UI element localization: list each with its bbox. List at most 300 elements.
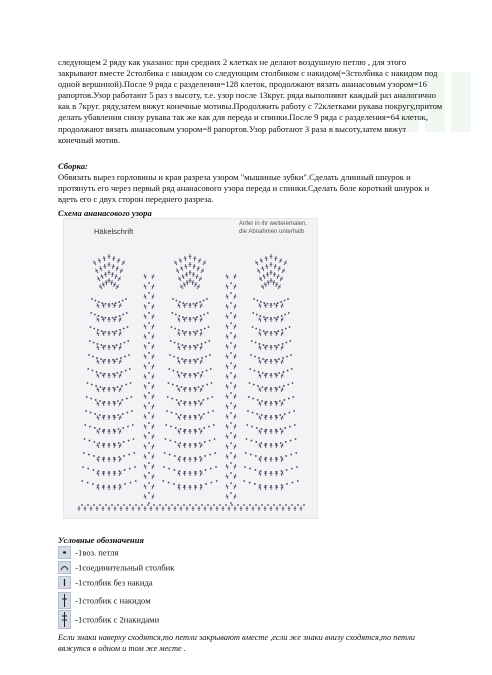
stitch-mark [226,396,229,397]
stitch-mark [226,496,229,497]
chain-dot [230,282,232,284]
chain-dot [177,357,179,359]
chain-dot [230,372,232,374]
chain-dot [153,504,155,506]
chain-dot [194,429,196,431]
chain-dot [89,426,91,428]
chain-dot [288,398,290,400]
chain-dot [172,298,174,300]
chain-dot [189,504,191,506]
chain-dot [251,440,253,442]
chain-dot [197,344,199,346]
chain-dot [124,356,126,358]
chain-dot [178,329,180,331]
stitch-mark [234,296,237,297]
chain-dot [94,427,96,429]
stitch-mark [194,389,197,390]
stitch-mark [144,286,147,287]
stitch-mark [103,258,106,259]
stitch-mark [185,274,188,275]
crochet-chart-drawing [64,219,317,518]
chain-dot [148,472,150,474]
chain-dot [124,483,126,485]
chain-dot [174,328,176,330]
chain-dot [98,442,100,444]
chain-dot [282,357,284,359]
chain-dot [185,387,187,389]
stitch-mark [113,403,116,404]
legend-item-slip-stitch [58,561,174,575]
stitch-mark [267,282,270,283]
chain-dot [290,354,292,356]
chain-dot [112,317,114,319]
stitch-mark [183,417,186,418]
chain-dot [117,400,119,402]
chain-dot [93,455,95,457]
chain-dot [246,424,248,426]
chain-dot [168,468,170,470]
chain-dot [122,413,124,415]
chain-dot [246,438,248,440]
stitch-mark [264,445,267,446]
stitch-mark [144,336,147,337]
stitch-mark [144,436,147,437]
chain-dot [135,504,137,506]
chain-dot [93,328,95,330]
chain-dot [123,455,125,457]
chain-dot [259,315,261,317]
chain-dot [129,468,131,470]
stitch-mark [264,375,267,376]
chain-dot [148,352,150,354]
chain-dot [185,359,187,361]
chain-dot [185,415,187,417]
chain-dot [256,413,258,415]
chain-dot [297,504,299,506]
chain-dot [175,427,177,429]
stitch-mark [226,486,229,487]
stitch-mark [113,284,116,285]
chain-dot [289,426,291,428]
stitch-mark [144,416,147,417]
stitch-mark [264,361,267,362]
chain-dot [203,314,205,316]
chain-dot [230,452,232,454]
stitch-mark [152,416,155,417]
stitch-mark [278,268,281,269]
chain-dot [243,504,245,506]
chain-dot [174,455,176,457]
stitch-mark [183,375,186,376]
chain-dot [127,326,129,328]
chain-dot [181,372,183,374]
stitch-mark [183,319,186,320]
chain-dot [210,468,212,470]
chain-dot [289,326,291,328]
chain-dot [171,398,173,400]
chain-dot [119,329,121,331]
chain-dot [121,385,123,387]
chain-dot [166,410,168,412]
chain-dot [284,300,286,302]
chain-dot [127,340,129,342]
stitch-mark [234,326,237,327]
stitch-mark [102,347,105,348]
stitch-mark [102,403,105,404]
chain-dot [198,400,200,402]
chain-dot [83,452,85,454]
chain-dot [295,438,297,440]
stitch-mark [226,466,229,467]
chain-dot [185,373,187,375]
chain-dot [179,301,181,303]
chain-dot [230,482,232,484]
stitch-mark [194,431,197,432]
chain-dot [193,387,195,389]
chain-dot [230,442,232,444]
stitch-mark [226,416,229,417]
chain-dot [119,315,121,317]
chain-dot [135,480,137,482]
stitch-mark [102,319,105,320]
chain-dot [99,400,101,402]
chain-dot [95,399,97,401]
chain-dot [259,484,261,486]
chain-dot [168,482,170,484]
chain-dot [171,326,173,328]
stitch-mark [226,306,229,307]
chain-dot [125,370,127,372]
chain-dot [243,480,245,482]
chain-dot [279,414,281,416]
chain-dot [148,482,150,484]
chain-dot [112,303,114,305]
chain-dot [170,426,172,428]
stitch-mark [263,276,266,277]
stitch-mark [183,403,186,404]
chain-dot [104,331,106,333]
stitch-mark [144,456,147,457]
chain-dot [122,427,124,429]
chain-dot [169,454,171,456]
chain-dot [98,301,100,303]
chain-dot [96,371,98,373]
chain-dot [130,482,132,484]
chain-dot [93,342,95,344]
stitch-mark [264,333,267,334]
stitch-mark [184,258,187,259]
chain-dot [123,504,125,506]
stitch-mark [264,347,267,348]
chain-dot [262,386,264,388]
stitch-mark [226,456,229,457]
stitch-mark [144,426,147,427]
stitch-mark [226,356,229,357]
chain-dot [180,428,182,430]
chart-note-line-1: Anfer in ihr weiteremalen, [239,221,308,227]
chain-dot [266,331,268,333]
chain-dot [195,504,197,506]
chain-dot [96,357,98,359]
chain-dot [267,317,269,319]
chain-dot [230,312,232,314]
chain-dot [285,441,287,443]
chain-dot [105,303,107,305]
chain-dot [193,345,195,347]
chain-dot [284,314,286,316]
chain-dot [289,340,291,342]
chain-dot [104,415,106,417]
chain-dot [81,504,83,506]
chain-dot [126,312,128,314]
chain-dot [176,300,178,302]
stitch-mark [193,266,196,267]
chain-dot [185,345,187,347]
chain-dot [148,332,150,334]
chain-dot [230,352,232,354]
stitch-mark [104,274,107,275]
chain-dot [262,344,264,346]
chain-dot [286,469,288,471]
chain-dot [194,415,196,417]
stitch-mark [144,316,147,317]
stitch-mark [110,282,113,283]
chain-dot [99,428,101,430]
chain-dot [284,413,286,415]
chain-dot [97,484,99,486]
stitch-mark [186,282,189,283]
stitch-mark [194,445,197,446]
stitch-mark [144,486,147,487]
chain-dot [87,382,89,384]
chain-dot [230,422,232,424]
chain-dot [124,469,126,471]
stitch-mark [152,406,155,407]
chain-dot [180,400,182,402]
stitch-mark [275,445,278,446]
chain-dot [119,484,121,486]
stitch-mark [266,274,269,275]
chain-dot [93,469,95,471]
chain-dot [165,424,167,426]
chain-dot [81,480,83,482]
chain-dot [123,441,125,443]
chain-dot [148,362,150,364]
chain-dot [285,504,287,506]
chain-dot [261,414,263,416]
chain-dot [255,504,257,506]
chain-dot [117,414,119,416]
chain-dot [118,428,120,430]
chain-dot [249,382,251,384]
chain-dot [219,504,221,506]
chain-dot [261,504,263,506]
stitch-mark [234,416,237,417]
stitch-mark [144,356,147,357]
chain-dot [291,504,293,506]
stitch-mark [275,389,278,390]
chain-dot [105,504,107,506]
chain-dot [205,342,207,344]
chain-dot [205,483,207,485]
chain-dot [274,317,276,319]
stitch-mark [234,396,237,397]
chain-dot [186,317,188,319]
chain-dot [297,480,299,482]
chain-dot [199,301,201,303]
chain-dot [254,370,256,372]
chain-dot [112,359,114,361]
chain-dot [120,357,122,359]
chain-dot [85,410,87,412]
chain-dot [214,438,216,440]
chain-dot [148,322,150,324]
stitch-mark [102,284,105,285]
stitch-mark [234,456,237,457]
chain-dot [205,356,207,358]
stitch-mark [144,466,147,467]
chain-dot [292,482,294,484]
stitch-mark [152,426,155,427]
stitch-mark [144,386,147,387]
chain-dot [206,384,208,386]
chain-dot [230,462,232,464]
chain-dot [293,410,295,412]
chain-dot [254,483,256,485]
scheme-title: Схема ананасового узора [58,208,152,218]
chain-dot [208,426,210,428]
chain-dot [263,330,265,332]
chain-dot [230,402,232,404]
chain-dot [148,302,150,304]
stitch-mark [152,446,155,447]
stitch-mark [113,431,116,432]
stitch-mark [234,496,237,497]
chain-dot [100,372,102,374]
chain-dot [148,462,150,464]
legend-label: -1столбик без накида [75,577,153,588]
chain-dot [207,312,209,314]
stitch-mark [264,417,267,418]
chain-dot [252,412,254,414]
chain-dot [168,382,170,384]
chain-dot [213,504,215,506]
stitch-mark [226,376,229,377]
chain-dot [93,504,95,506]
stitch-mark [226,386,229,387]
legend-item-single-crochet [58,576,153,590]
chain-dot [127,426,129,428]
stitch-mark [275,305,278,306]
chain-dot [291,368,293,370]
chain-dot [165,504,167,506]
stitch-mark [102,487,105,488]
chain-dot [171,312,173,314]
chain-dot [173,370,175,372]
stitch-mark [274,266,277,267]
chain-dot [97,315,99,317]
legend-item-double-crochet [58,592,151,606]
chain-dot [281,315,283,317]
stitch-mark [183,305,186,306]
chain-dot [261,428,263,430]
stitch-mark [226,276,229,277]
stitch-mark [260,260,263,261]
chain-dot [88,354,90,356]
chain-dot [169,354,171,356]
chain-dot [245,452,247,454]
dot-icon [58,546,71,559]
chain-dot [292,382,294,384]
chain-dot [165,438,167,440]
chain-dot [181,344,183,346]
chain-dot [257,385,259,387]
stitch-mark [264,284,267,285]
chain-dot [90,312,92,314]
chain-dot [120,343,122,345]
chain-dot [125,384,127,386]
chain-dot [230,432,232,434]
stitch-mark [183,487,186,488]
chain-dot [113,415,115,417]
chain-dot [172,384,174,386]
chain-dot [199,442,201,444]
stitch-mark [152,276,155,277]
stitch-mark [264,431,267,432]
stitch-mark [113,487,116,488]
chain-dot [280,301,282,303]
chain-dot [249,482,251,484]
chain-dot [215,466,217,468]
chain-dot [121,399,123,401]
chain-dot [133,452,135,454]
stitch-mark [275,431,278,432]
chain-dot [230,342,232,344]
chain-dot [255,342,257,344]
stitch-mark [183,459,186,460]
chain-dot [168,368,170,370]
stitch-mark [144,276,147,277]
chain-dot [255,455,257,457]
chain-dot [258,371,260,373]
chain-dot [91,384,93,386]
chain-dot [290,454,292,456]
stitch-mark [234,356,237,357]
chain-dot [179,442,181,444]
stitch-mark [152,306,155,307]
chain-dot [290,440,292,442]
stitch-mark [194,487,197,488]
chain-dot [278,344,280,346]
chain-dot [87,468,89,470]
stitch-mark [102,305,105,306]
stitch-mark [226,446,229,447]
legend-item-chain [58,546,119,560]
stitch-mark [265,258,268,259]
stitch-mark [234,366,237,367]
chain-dot [281,484,283,486]
stitch-mark [191,282,194,283]
legend-label: -1соединительный столбик [75,562,175,573]
chain-dot [287,298,289,300]
stitch-mark [103,266,106,267]
chain-dot [131,410,133,412]
chain-dot [255,469,257,471]
chain-dot [104,373,106,375]
stitch-mark [275,473,278,474]
chain-dot [89,340,91,342]
chain-dot [211,396,213,398]
